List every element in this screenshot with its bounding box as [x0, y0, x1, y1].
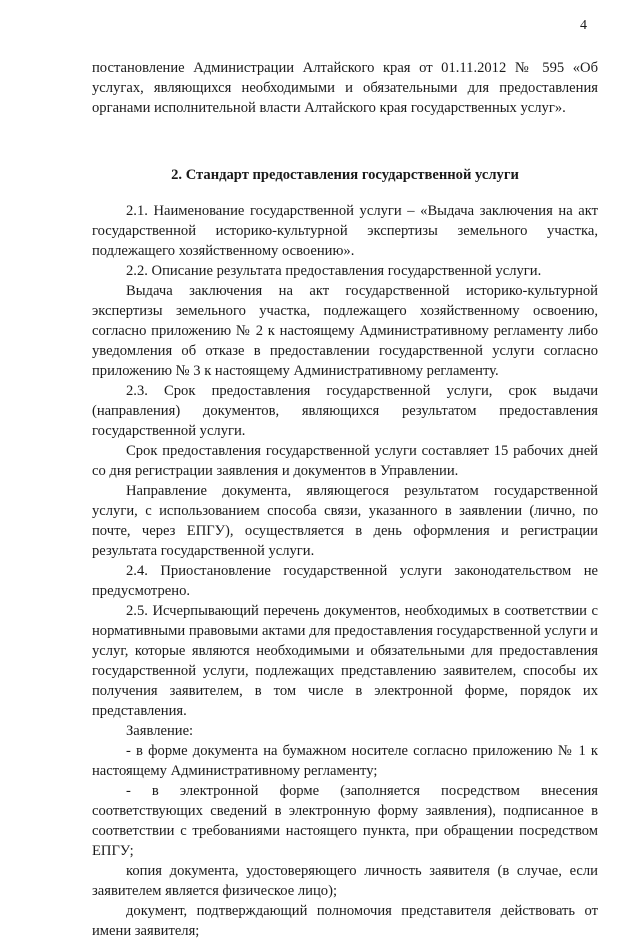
paragraph-2-5: 2.5. Исчерпывающий перечень документов, необходимых в соответствии с нормативными правовыми актами для предоставления государственной услуги и услуг, которые являются необходимыми и обязательными для предоставления государственной услуги, подлежащих представлению заявителем, способы их получения заявителем, в том числе в электронной форме, порядок их представления. — [92, 603, 598, 719]
intro-block — [92, 58, 598, 118]
list-item-authority-document: документ, подтверждающий полномочия представителя действовать от имени заявителя; — [92, 903, 598, 939]
intro-paragraph: постановление Администрации Алтайского края от 01.11.2012 № 595 «Об услугах, являющихся необходимыми и обязательными для предоставления органами исполнительной власти Алтайского края государственных услуг». — [92, 60, 598, 116]
paragraph-application-label: Заявление: — [126, 723, 194, 739]
list-item-electronic-form: - в электронной форме (заполняется посредством внесения соответствующих сведений в электронную форму заявления), подписанное в соответствии с требованиями настоящего пункта, при обращении посредством ЕПГУ; — [92, 783, 598, 859]
section-heading: 2. Стандарт предоставления государственной услуги — [171, 167, 519, 183]
list-item-paper-form: - в форме документа на бумажном носителе согласно приложению № 1 к настоящему Административному регламенту; — [92, 743, 598, 779]
list-item-identity-copy: копия документа, удостоверяющего личность заявителя (в случае, если заявителем является физическое лицо); — [92, 863, 598, 899]
paragraph-2-2: 2.2. Описание результата предоставления государственной услуги. — [126, 263, 542, 279]
paragraph-service-term: Срок предоставления государственной услуги составляет 15 рабочих дней со дня регистрации заявления и документов в Управлении. — [92, 443, 598, 479]
section-body — [92, 201, 598, 941]
paragraph-2-4: 2.4. Приостановление государственной услуги законодательством не предусмотрено. — [92, 563, 598, 599]
paragraph-result-delivery: Направление документа, являющегося результатом государственной услуги, с использованием способа связи, указанного в заявлении (лично, по почте, через ЕПГУ), осуществляется в день оформления и регистрации результата государственной услуги. — [92, 483, 598, 559]
paragraph-2-1: 2.1. Наименование государственной услуги – «Выдача заключения на акт государственной историко-культурной экспертизы земельного участка, подлежащего хозяйственному освоению». — [92, 203, 598, 259]
page-number: 4 — [580, 18, 587, 33]
paragraph-2-3: 2.3. Срок предоставления государственной услуги, срок выдачи (направления) документов, являющихся результатом предоставления государственной услуги. — [92, 383, 598, 439]
paragraph-result-description: Выдача заключения на акт государственной историко-культурной экспертизы земельного участка, подлежащего хозяйственному освоению, согласно приложению № 2 к настоящему Административному регламенту либо уведомления об отказе в предоставлении государственной услуги согласно приложению № 3 к настоящему Административному регламенту. — [92, 283, 598, 379]
